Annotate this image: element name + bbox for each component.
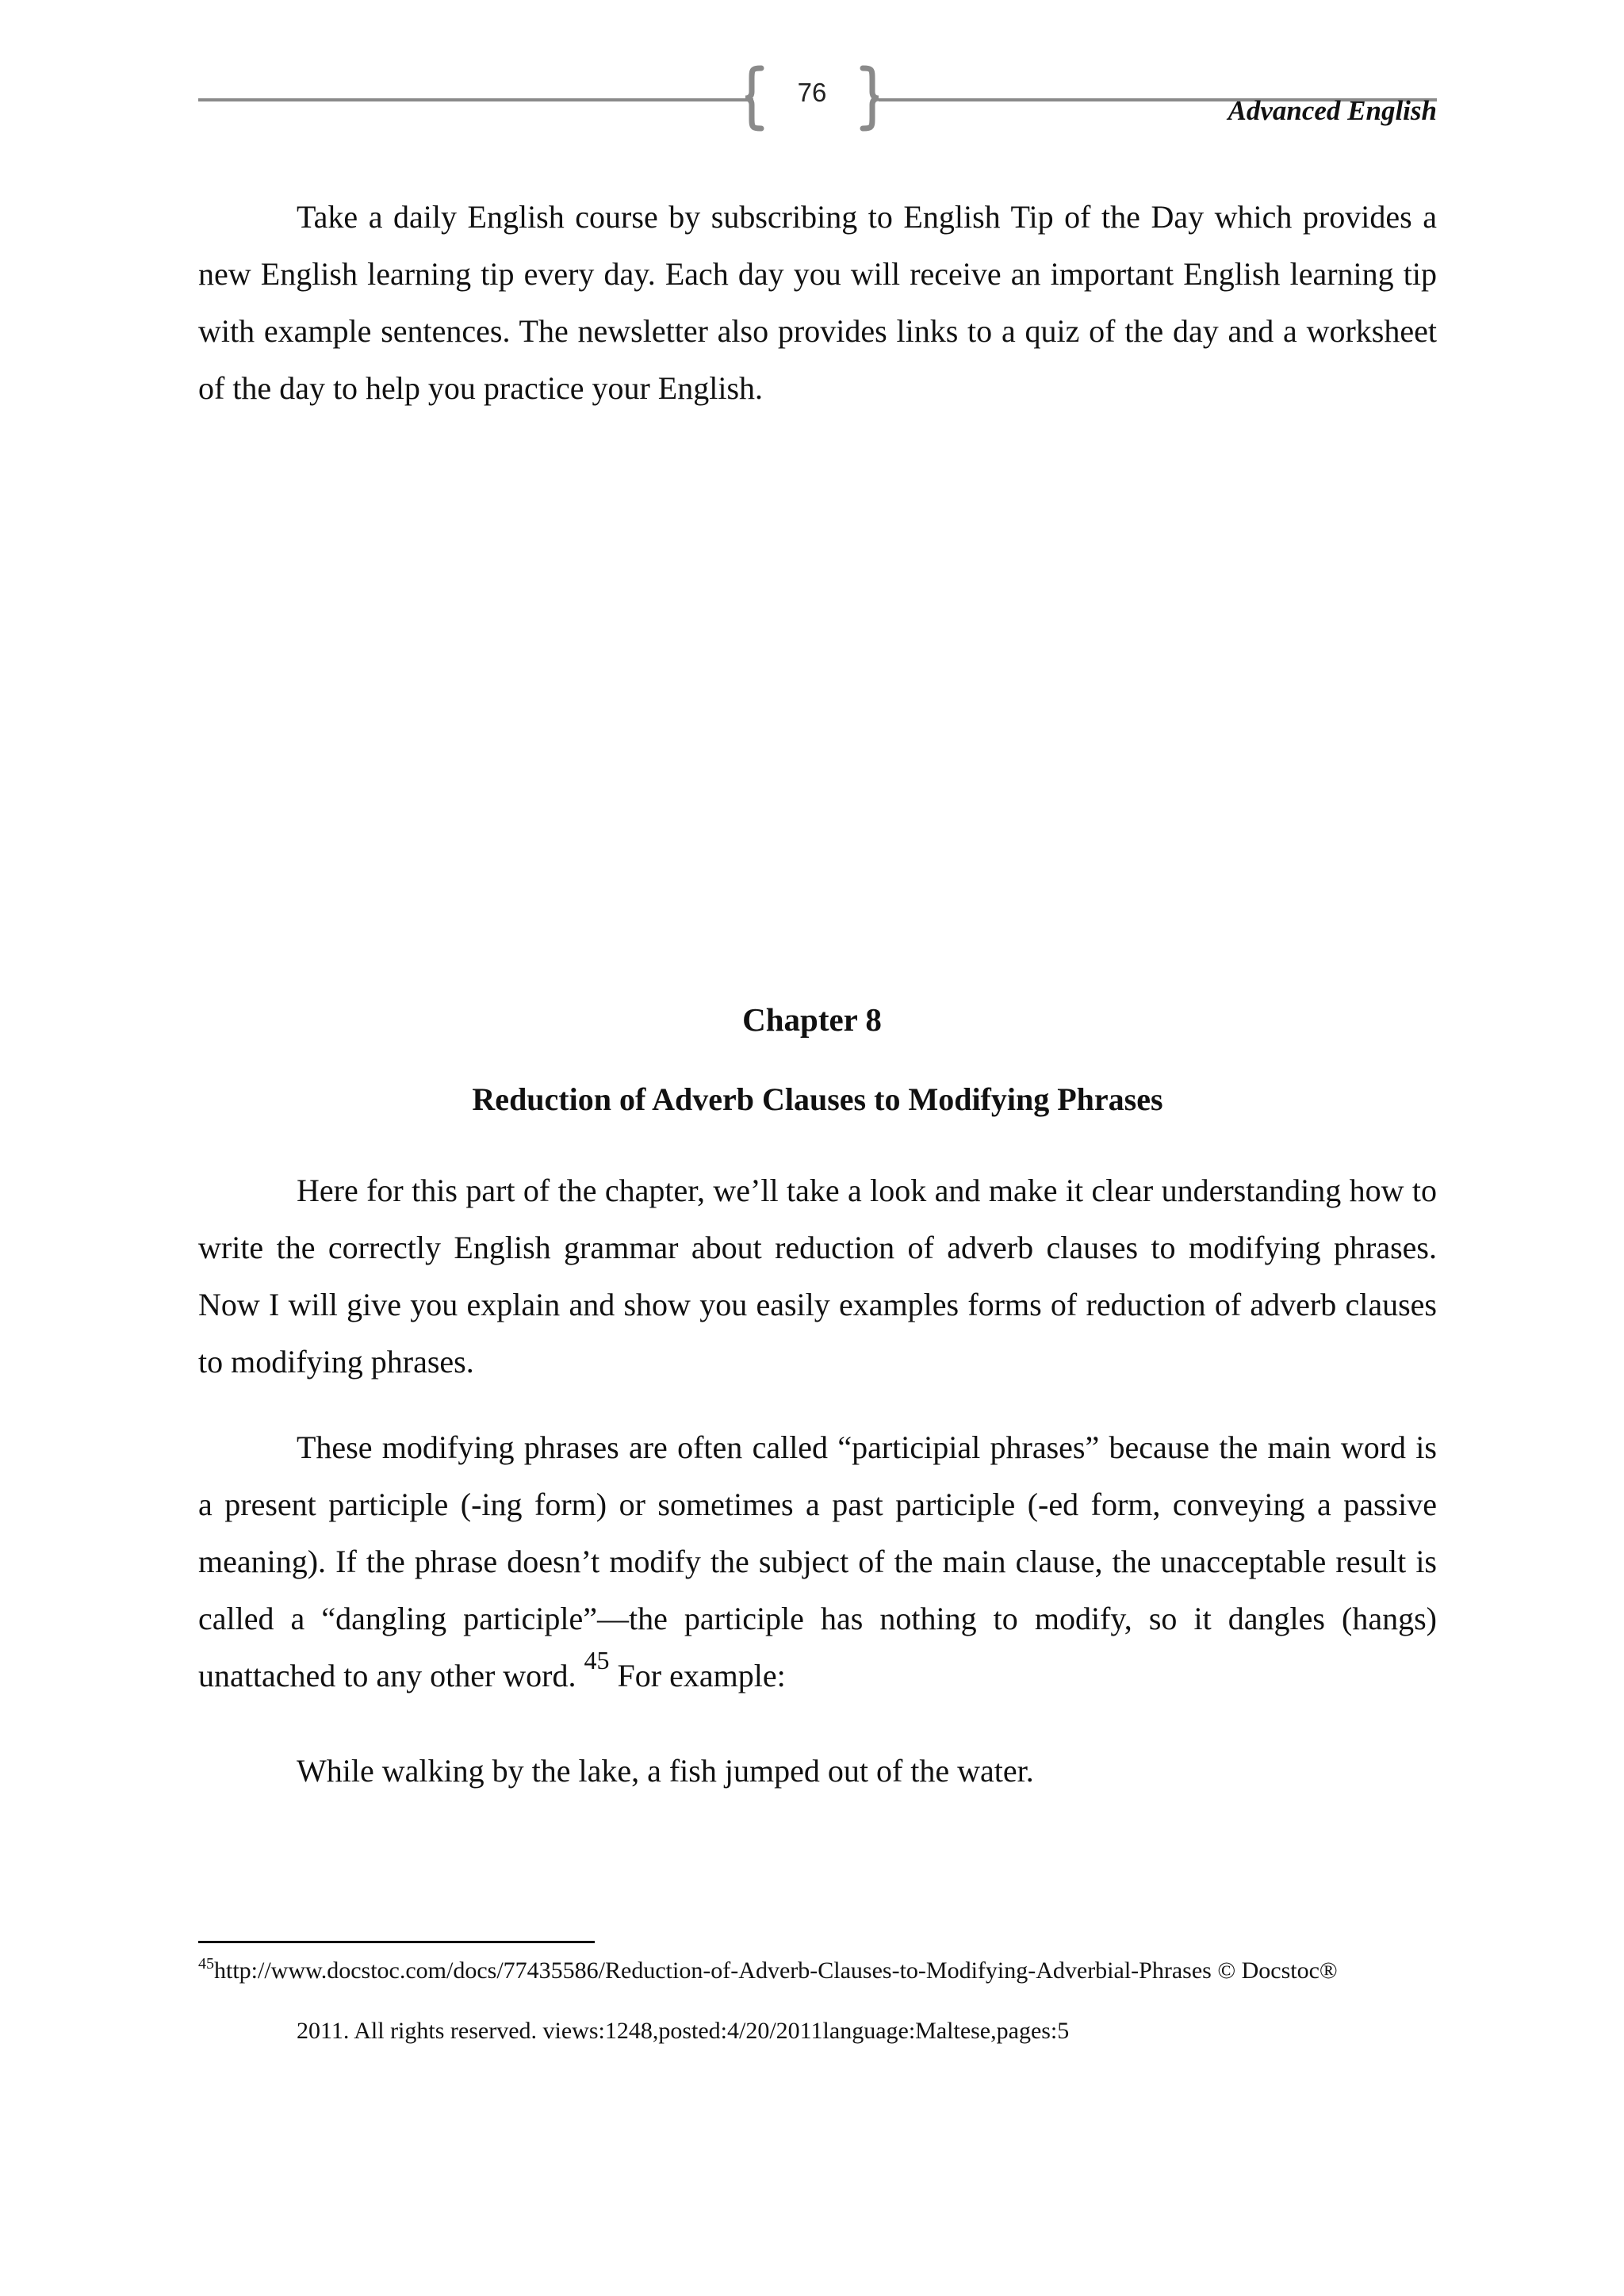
- footnote-reference[interactable]: 45: [584, 1646, 610, 1674]
- page-number: 76: [797, 78, 827, 107]
- chapter-paragraph-2: [198, 1419, 1437, 1705]
- footnote-separator: [198, 1941, 595, 1943]
- page-number-bracket: [745, 65, 879, 132]
- paragraph-text: These modifying phrases are often called “participial phrases” because the main word is a present participle (-ing form) or sometimes a past participle (-ed form, conveying a passive meaning). If the phrase doesn’t modify the subject of the main clause, the unacceptable result is called a “dangling participle”—the participle has nothing to modify, so it dangles (hangs) unattached to any other word.: [198, 1429, 1437, 1693]
- footnote-mark: 45: [198, 1955, 214, 1973]
- example-sentence: While walking by the lake, a fish jumped out of the water.: [297, 1753, 1034, 1789]
- chapter-paragraph-1: Here for this part of the chapter, we’ll take a look and make it clear understanding how to write the correctly English grammar about reduction of adverb clauses to modifying phrases. Now I will give you explain and show you easily examples forms of reduction of adverb clauses to modifying phrases.: [198, 1173, 1437, 1380]
- chapter-subtitle: Reduction of Adverb Clauses to Modifying Phrases: [472, 1081, 1163, 1117]
- running-head: Advanced English: [1228, 95, 1437, 126]
- footnote: [198, 1955, 1437, 1987]
- page-header: [198, 48, 1437, 143]
- chapter-title: Chapter 8: [742, 1001, 882, 1038]
- paragraph-trailing-text: For example:: [609, 1658, 786, 1693]
- header-rule-left: [198, 98, 753, 101]
- footnote-source-line[interactable]: http://www.docstoc.com/docs/77435586/Reduction-of-Adverb-Clauses-to-Modifying-Adverbial-Phrases © Docstoc®: [214, 1957, 1338, 1984]
- footnote-details-line: 2011. All rights reserved. views:1248,posted:4/20/2011language:Maltese,pages:5: [297, 2018, 1070, 2044]
- intro-paragraph: Take a daily English course by subscribing to English Tip of the Day which provides a new English learning tip every day. Each day you will receive an important English learning tip with example sentences. The newsletter also provides links to a quiz of the day and a worksheet of the day to help you practice your English.: [198, 199, 1437, 406]
